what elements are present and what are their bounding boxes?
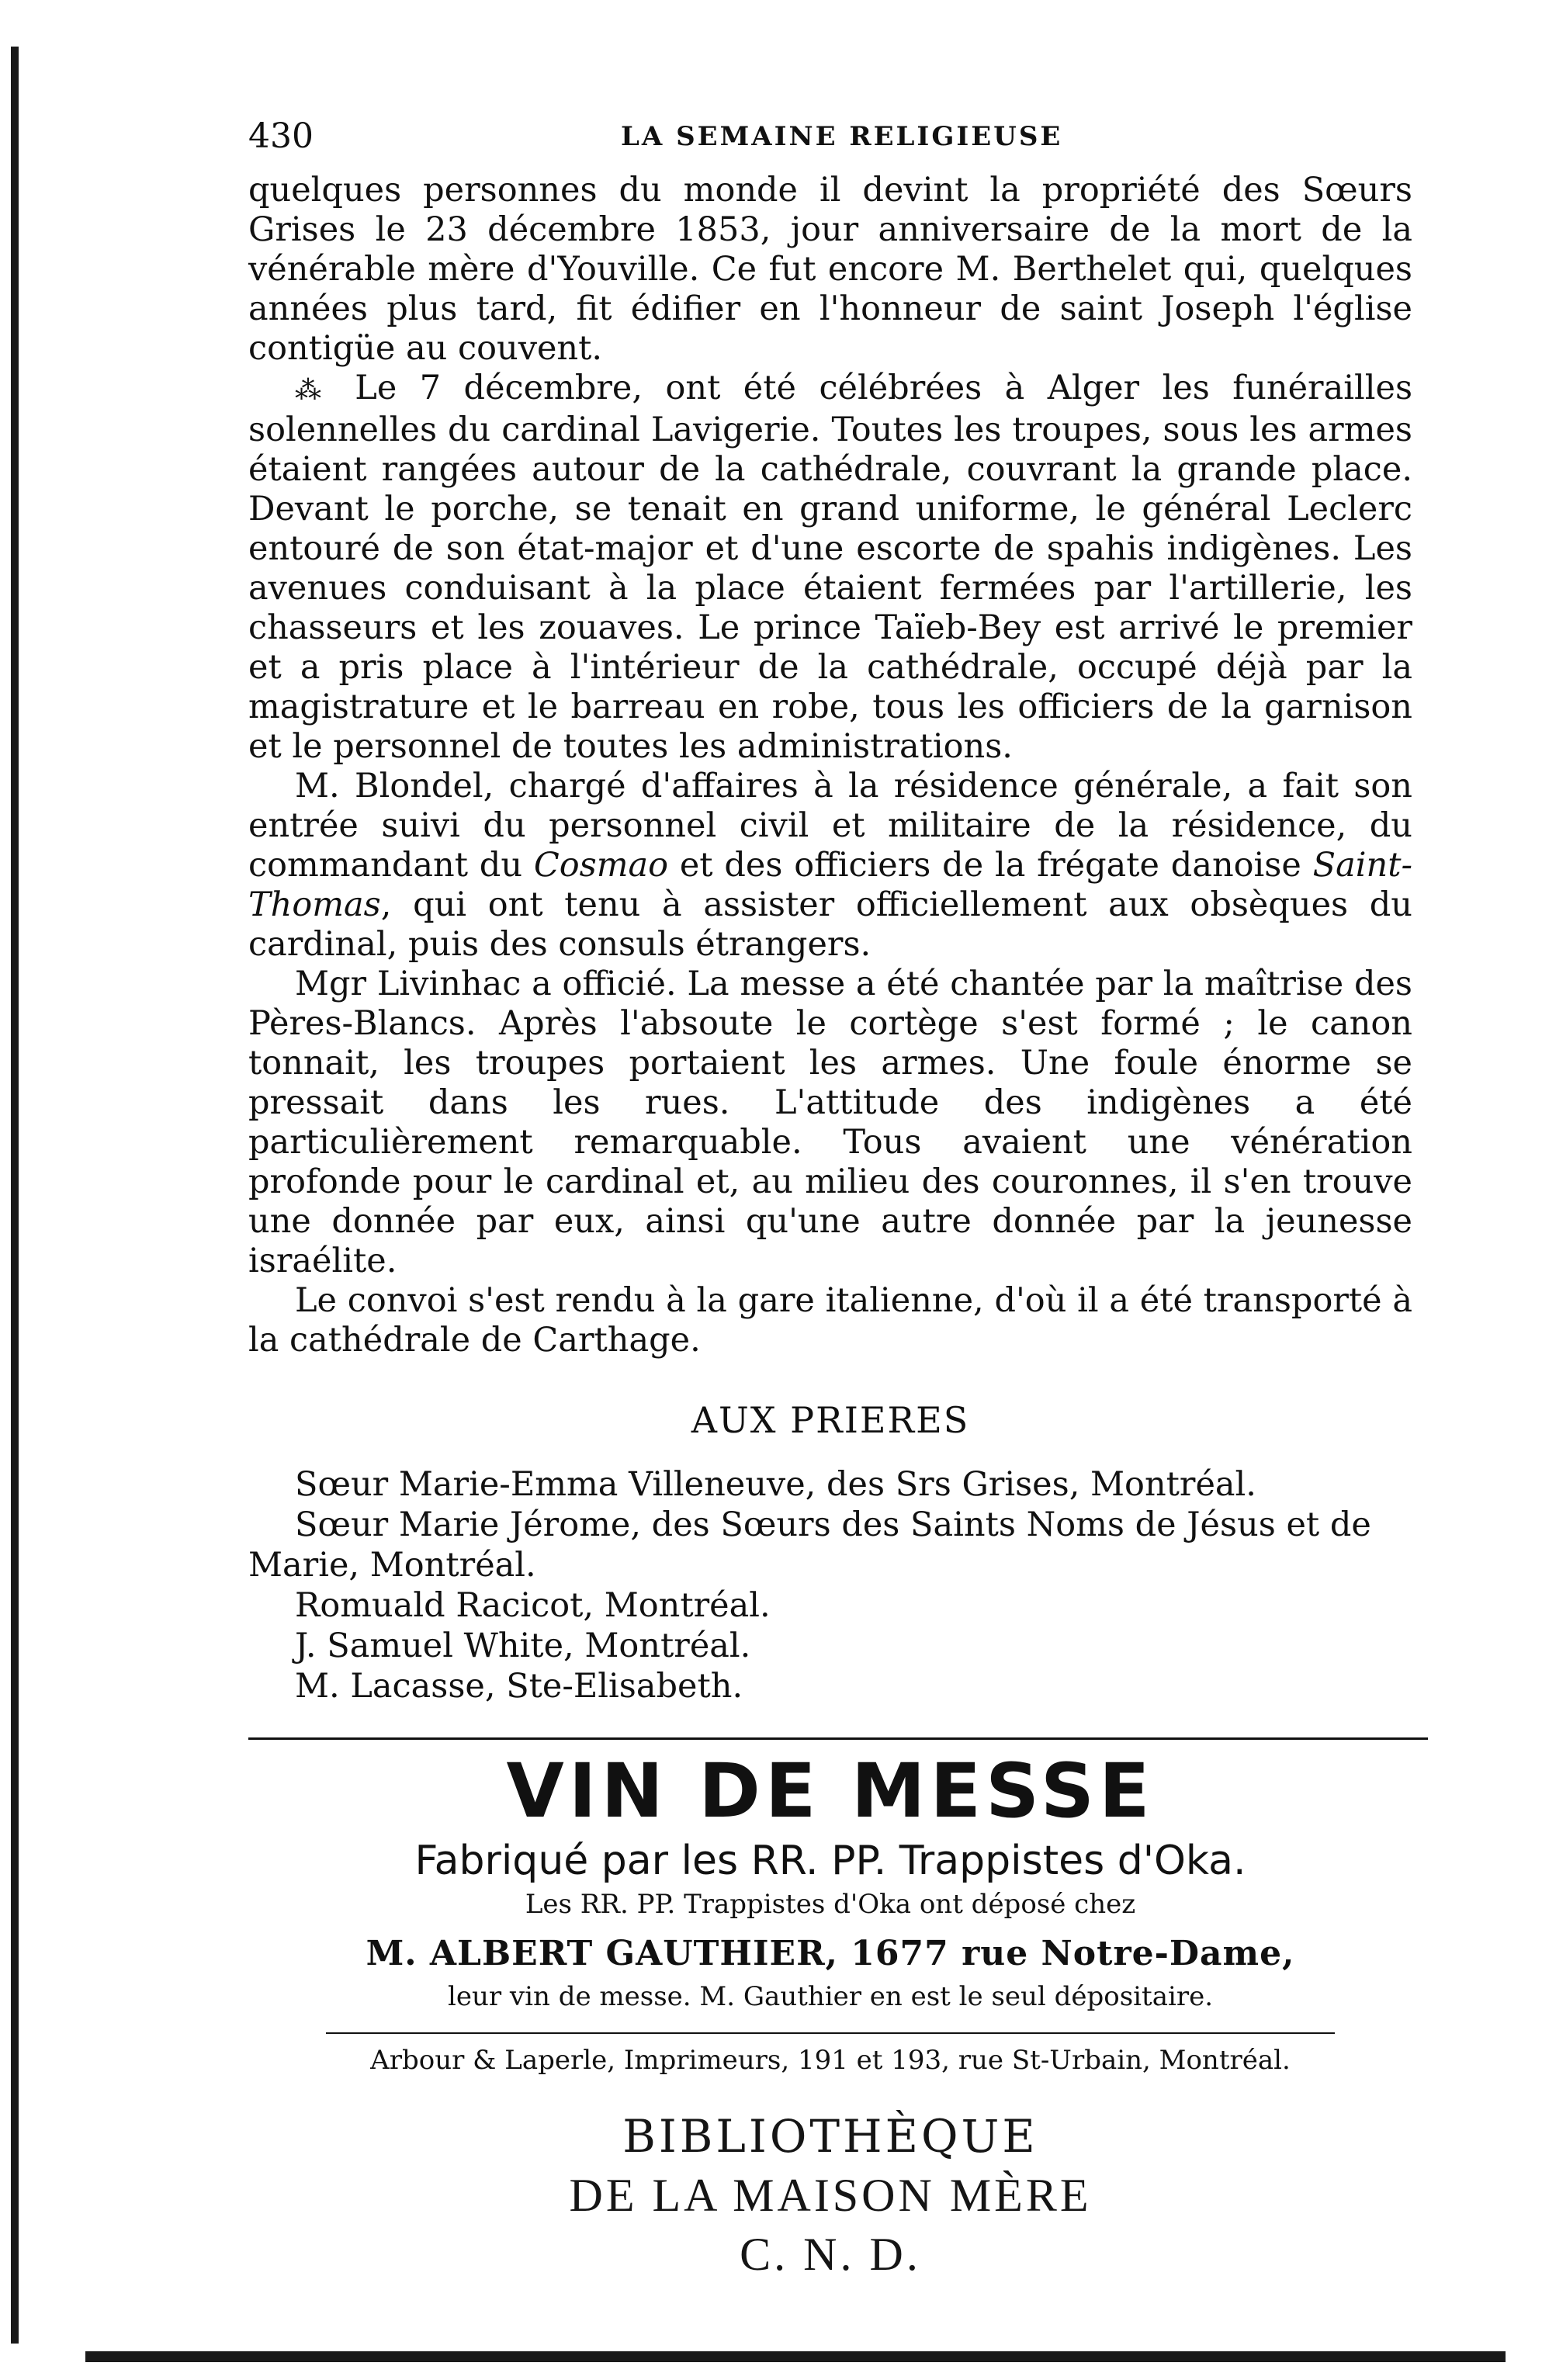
article-paragraph: quelques personnes du monde il devint la propriété des Sœurs Grises le 23 décembre 1853, jour anniversaire de la mort de la vénérable mère d'Youville. Ce fut encore M. Berthelet qui, quelques années plus tard, fit édifier en l'honneur de saint Joseph l'église contigüe au couvent. bbox=[248, 171, 1412, 368]
article-paragraph: Le convoi s'est rendu à la gare italienne, d'où il a été transporté à la cathédrale de Carthage. bbox=[248, 1281, 1412, 1360]
advertisement bbox=[248, 1748, 1412, 2012]
list-item: Sœur Marie-Emma Villeneuve, des Srs Grises, Montréal. bbox=[295, 1465, 1256, 1504]
article-paragraph: Mgr Livinhac a officié. La messe a été chantée par la maîtrise des Pères-Blancs. Après l'absoute le cortège s'est formé ; le canon tonnait, les troupes portaient les armes. Une foule énorme se pressait dans les rues. L'attitude des indigènes a été particulièrement remarquable. Tous avaient une vénération profonde pour le cardinal et, au milieu des couronnes, il s'en trouve une donnée par eux, ainsi qu'une autre donnée par la jeunesse israélite. bbox=[248, 965, 1412, 1280]
ship-name: Cosmao bbox=[533, 846, 669, 885]
scan-border-bottom bbox=[85, 2351, 1506, 2362]
advert-subtitle: Fabriqué par les RR. PP. Trappistes d'Oka. bbox=[414, 1838, 1246, 1884]
list-item: M. Lacasse, Ste-Elisabeth. bbox=[295, 1667, 743, 1706]
prayers-list bbox=[248, 1464, 1412, 1706]
advert-title: VIN DE MESSE bbox=[506, 1748, 1155, 1834]
stamp-line: DE LA MAISON MÈRE bbox=[569, 2170, 1092, 2221]
article-paragraph-text: , qui ont tenu à assister officiellement aux obsèques du cardinal, puis des consuls étrangers. bbox=[248, 885, 1412, 964]
running-head bbox=[248, 116, 1412, 171]
article-paragraph bbox=[248, 369, 1412, 767]
article-paragraph-text: Le 7 décembre, ont été célébrées à Alger les funérailles solennelles du cardinal Lavigerie. Toutes les troupes, sous les armes étaient rangées autour de la cathédrale, couvrant la grande place. Devant le porche, se tenait en grand uniforme, le général Leclerc entouré de son état-major et d'une escorte de spahis indigènes. Les avenues conduisant à la place étaient fermées par l'artillerie, les chasseurs et les zouaves. Le prince Taïeb-Bey est arrivé le premier et a pris place à l'intérieur de la cathédrale, occupé déjà par la magistrature et le barreau en robe, tous les officiers de la garnison et le personnel de toutes les administrations. bbox=[248, 369, 1413, 766]
stamp-line: C. N. D. bbox=[740, 2229, 921, 2280]
divider bbox=[248, 1737, 1428, 1740]
article-body bbox=[248, 171, 1412, 1360]
asterism-mark: ⁂ bbox=[295, 375, 332, 406]
ship-name: Saint-Thomas bbox=[248, 846, 1413, 924]
article-paragraph bbox=[248, 767, 1412, 965]
page-number: 430 bbox=[248, 116, 314, 156]
advert-address: M. ALBERT GAUTHIER, 1677 rue Notre-Dame, bbox=[366, 1934, 1295, 1973]
journal-title: LA SEMAINE RELIGIEUSE bbox=[621, 121, 1063, 152]
divider bbox=[326, 2032, 1335, 2034]
article-paragraph-text: M. Blondel, chargé d'affaires à la résidence générale, a fait son entrée suivi du personnel civil et militaire de la résidence, du commandant du bbox=[248, 767, 1412, 885]
document-page bbox=[248, 116, 1412, 2284]
list-item: Sœur Marie Jérome, des Sœurs des Saints Noms de Jésus et de Marie, Montréal. bbox=[248, 1505, 1371, 1585]
advert-text: Les RR. PP. Trappistes d'Oka ont déposé chez bbox=[525, 1889, 1136, 1920]
stamp-line: BIBLIOTHÈQUE bbox=[622, 2110, 1038, 2163]
library-stamp bbox=[248, 2107, 1412, 2284]
advert-text: leur vin de messe. M. Gauthier en est le seul dépositaire. bbox=[447, 1981, 1214, 2012]
list-item: J. Samuel White, Montréal. bbox=[295, 1627, 751, 1665]
scan-border-left bbox=[11, 47, 19, 2344]
prayers-heading: AUX PRIERES bbox=[691, 1399, 970, 1441]
list-item: Romuald Racicot, Montréal. bbox=[295, 1586, 771, 1625]
article-paragraph-text: et des officiers de la frégate danoise bbox=[668, 846, 1313, 885]
printer-imprint: Arbour & Laperle, Imprimeurs, 191 et 193, rue St-Urbain, Montréal. bbox=[370, 2045, 1291, 2076]
